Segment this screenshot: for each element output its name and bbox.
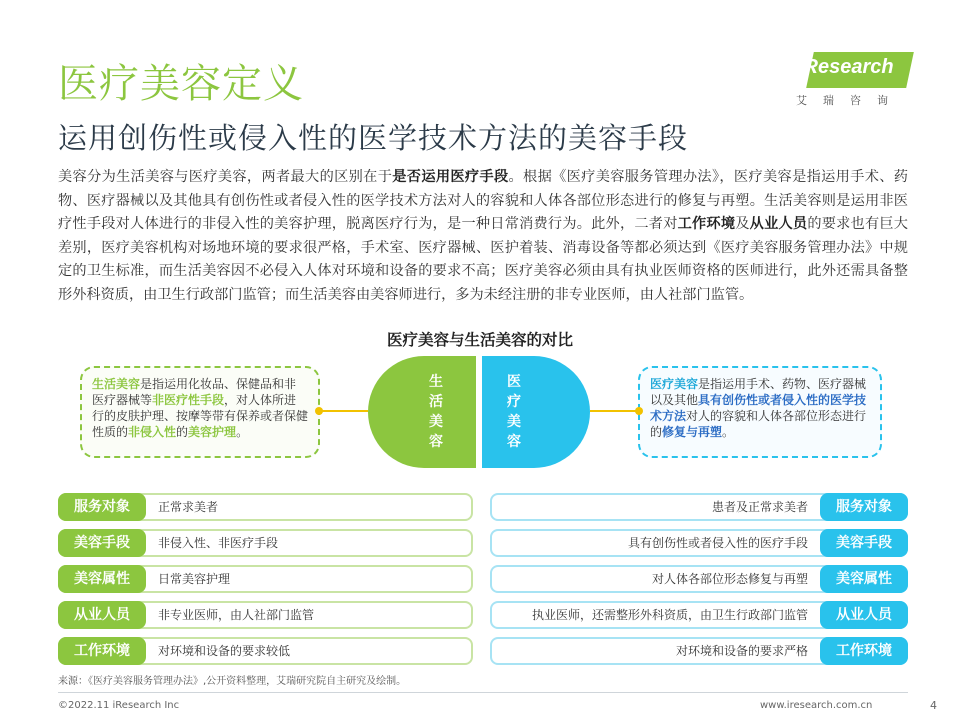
row-label: 工作环境	[58, 637, 146, 665]
row-label: 工作环境	[820, 637, 908, 665]
right-box-t1: 是指运用手术、药物、医疗器械以及其他	[650, 377, 867, 407]
right-row-practitioners	[490, 601, 908, 629]
left-box-t1: 是指运用化妆品、保健品和非医疗器械等	[92, 377, 297, 407]
left-row-service-target	[58, 493, 473, 521]
row-label: 服务对象	[820, 493, 908, 521]
life-beauty-description	[80, 366, 320, 458]
footer-divider	[58, 692, 908, 693]
row-value: 日常美容护理	[158, 572, 231, 586]
medical-beauty-description	[638, 366, 882, 458]
left-box-h1: 生活美容	[92, 377, 141, 391]
row-value: 患者及正常求美者	[711, 500, 808, 514]
para-bold-3: 从业人员	[749, 216, 808, 232]
left-box-t2: ，对人体所进行的皮肤护理、按摩等带有保养或者保健性质的	[92, 393, 309, 439]
right-connector-dot	[635, 407, 643, 415]
footer-website[interactable]: www.iresearch.com.cn	[760, 700, 873, 711]
left-box-h2: 非医疗性手段	[152, 393, 225, 407]
left-row-work-environment	[58, 637, 473, 665]
right-box-h3: 修复与再塑	[662, 425, 723, 439]
left-box-t3: 的	[176, 425, 189, 439]
para-text-4: 的要求也有巨大差别，医疗美容机构对场地环境的要求很严格，手术室、医疗器械、医护着装、消毒设备等都必须达到《医疗美容服务管理办法》中规定的卫生标准，而生活美容因不必侵入人体对环境和设备的要求不高；医疗美容必须由具有执业医师资格的医师进行，此外还需具备整形外科资质，由卫生行政部门监管；而生活美容由美容师进行，多为未经注册的非专业医师，由人社部门监管。	[58, 216, 908, 303]
left-row-beauty-means	[58, 529, 473, 557]
para-bold-1: 是否运用医疗手段	[392, 169, 509, 185]
para-bold-2: 工作环境	[677, 216, 736, 232]
logo-text: iResearch	[798, 56, 894, 78]
right-box-h2: 具有创伤性或者侵入性的医学技术方法	[650, 393, 867, 423]
row-value: 对人体各部位形态修复与再塑	[651, 572, 808, 586]
left-connector-line	[320, 410, 368, 412]
medical-char-1: 医	[507, 374, 521, 390]
right-box-h1: 医疗美容	[650, 377, 699, 391]
row-value: 具有创伤性或者侵入性的医疗手段	[627, 536, 808, 550]
row-label: 美容手段	[820, 529, 908, 557]
medical-beauty-half-circle	[482, 356, 590, 468]
right-row-service-target	[490, 493, 908, 521]
right-row-beauty-means	[490, 529, 908, 557]
para-text-2: 。根据《医疗美容服务管理办法》，医疗美容是指运用手术、药物、医疗器械以及其他具有创伤性或者侵入性的医学技术方法对人的容貌和人体各部位形态进行的修复与再塑。生活美容则是运用非医疗性手段对人体进行的非侵入性的美容护理，脱离医疗行为，是一种日常消费行为。此外，二者对	[58, 169, 908, 232]
life-char-2: 活	[429, 394, 443, 410]
para-text-1: 美容分为生活美容与医疗美容，两者最大的区别在于	[58, 169, 393, 185]
medical-beauty-vertical-label	[504, 372, 524, 452]
life-beauty-half-circle	[368, 356, 476, 468]
medical-char-4: 容	[507, 434, 521, 450]
row-label: 从业人员	[820, 601, 908, 629]
row-value: 执业医师，还需整形外科资质，由卫生行政部门监管	[531, 608, 808, 622]
right-row-beauty-attribute	[490, 565, 908, 593]
left-box-h3: 非侵入性	[128, 425, 177, 439]
left-box-h4: 美容护理	[188, 425, 237, 439]
medical-char-2: 疗	[507, 394, 521, 410]
right-box-t2: 对人的容貌和人体各部位形态进行的	[650, 409, 867, 439]
iresearch-logo	[790, 50, 915, 112]
page-subtitle: 运用创伤性或侵入性的医学技术方法的美容手段	[58, 121, 689, 155]
left-row-beauty-attribute	[58, 565, 473, 593]
right-box-t3: 。	[722, 425, 735, 439]
left-connector-dot	[315, 407, 323, 415]
life-char-4: 容	[429, 434, 443, 450]
source-note: 来源：《医疗美容服务管理办法》,公开资料整理，艾瑞研究院自主研究及绘制。	[58, 676, 407, 687]
row-value: 对环境和设备的要求较低	[158, 644, 291, 658]
left-box-t4: 。	[236, 425, 249, 439]
para-text-3: 及	[735, 216, 750, 232]
row-label: 服务对象	[58, 493, 146, 521]
page-title: 医疗美容定义	[58, 61, 304, 107]
row-label: 美容属性	[58, 565, 146, 593]
row-value: 非专业医师，由人社部门监管	[158, 608, 315, 622]
comparison-title: 医疗美容与生活美容的对比	[386, 331, 573, 349]
footer-copyright: ©2022.11 iResearch Inc	[58, 700, 180, 711]
medical-char-3: 美	[507, 414, 521, 430]
row-label: 美容手段	[58, 529, 146, 557]
row-label: 美容属性	[820, 565, 908, 593]
row-value: 正常求美者	[158, 500, 219, 514]
logo-subtext: 艾瑞咨询	[796, 94, 904, 107]
page-number: 4	[930, 699, 937, 712]
right-connector-line	[590, 410, 638, 412]
life-char-3: 美	[429, 414, 443, 430]
left-row-practitioners	[58, 601, 473, 629]
definition-paragraph	[58, 166, 908, 307]
row-label: 从业人员	[58, 601, 146, 629]
row-value: 非侵入性、非医疗手段	[158, 536, 279, 550]
life-char-1: 生	[429, 374, 443, 390]
life-beauty-vertical-label	[426, 372, 446, 452]
right-row-work-environment	[490, 637, 908, 665]
row-value: 对环境和设备的要求严格	[675, 644, 808, 658]
